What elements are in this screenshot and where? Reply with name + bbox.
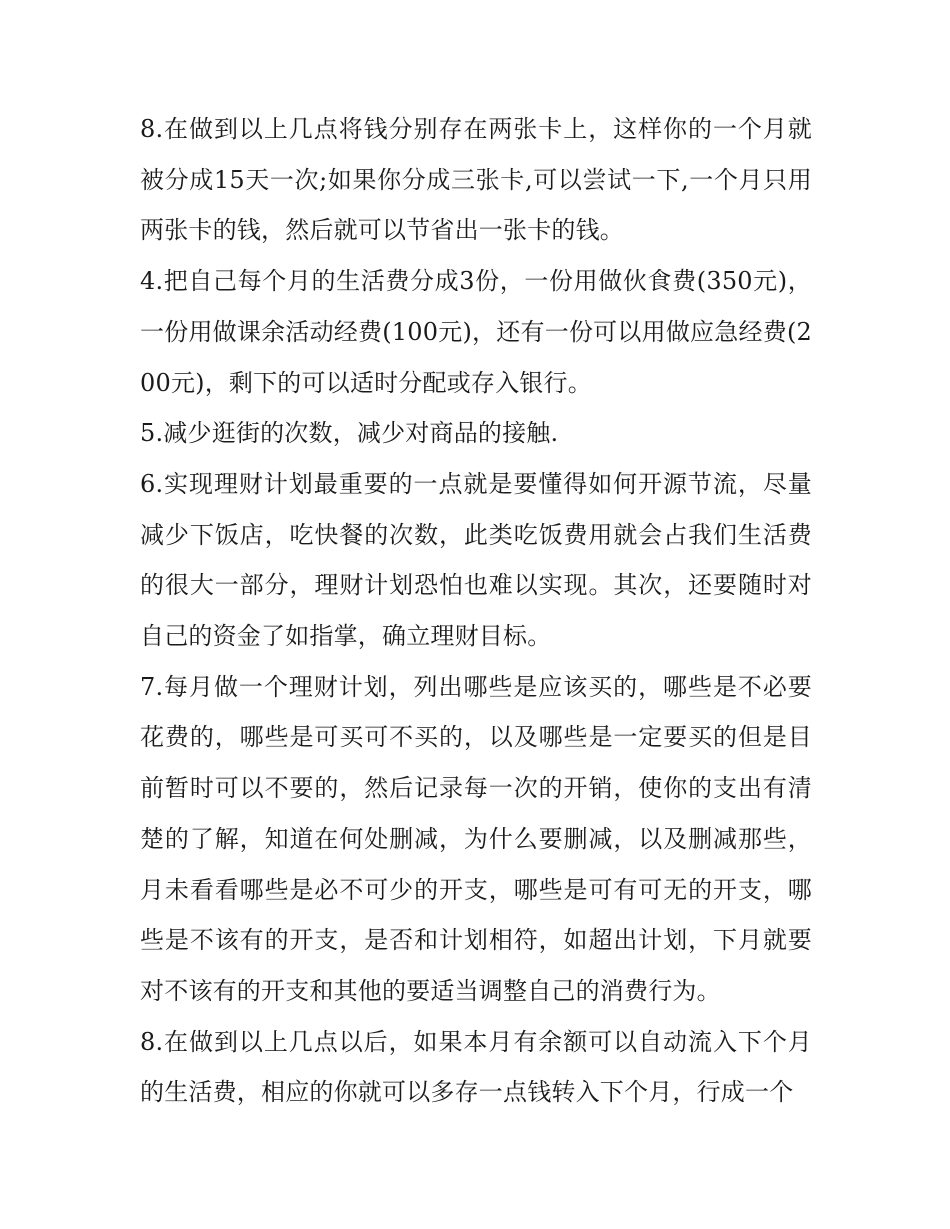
paragraph-budget-split-tip: 4.把自己每个月的生活费分成3份，一份用做伙食费(350元)，一份用做课余活动经费(100元)，还有一份可以用做应急经费(200元)，剩下的可以适时分配或存入银行。: [140, 267, 812, 397]
paragraph-shopping-tip: 5.减少逛街的次数，减少对商品的接触.: [140, 419, 559, 448]
document-body: [140, 104, 812, 1118]
paragraph-card-split-tip: 8.在做到以上几点将钱分别存在两张卡上，这样你的一个月就被分成15天一次;如果你分成三张卡,可以尝试一下,一个月只用两张卡的钱，然后就可以节省出一张卡的钱。: [140, 115, 812, 245]
paragraph-monthly-plan-tip: 7.每月做一个理财计划，列出哪些是应该买的，哪些是不必要花费的，哪些是可买可不买的，以及哪些是一定要买的但是目前暂时可以不要的，然后记录每一次的开销，使你的支出有清楚的了解，知道在何处删减，为什么要删减，以及删减那些，月未看看哪些是必不可少的开支，哪些是可有可无的开支，哪些是不该有的开支，是否和计划相符，如超出计划，下月就要对不该有的开支和其他的要适当调整自己的消费行为。: [140, 672, 812, 1005]
paragraph-surplus-tip: 8.在做到以上几点以后，如果本月有余额可以自动流入下个月的生活费，相应的你就可以多存一点钱转入下个月，行成一个: [140, 1027, 812, 1107]
paragraph-financial-plan-tip: 6.实现理财计划最重要的一点就是要懂得如何开源节流，尽量减少下饭店，吃快餐的次数，此类吃饭费用就会占我们生活费的很大一部分，理财计划恐怕也难以实现。其次，还要随时对自己的资金了如指掌，确立理财目标。: [140, 469, 812, 651]
